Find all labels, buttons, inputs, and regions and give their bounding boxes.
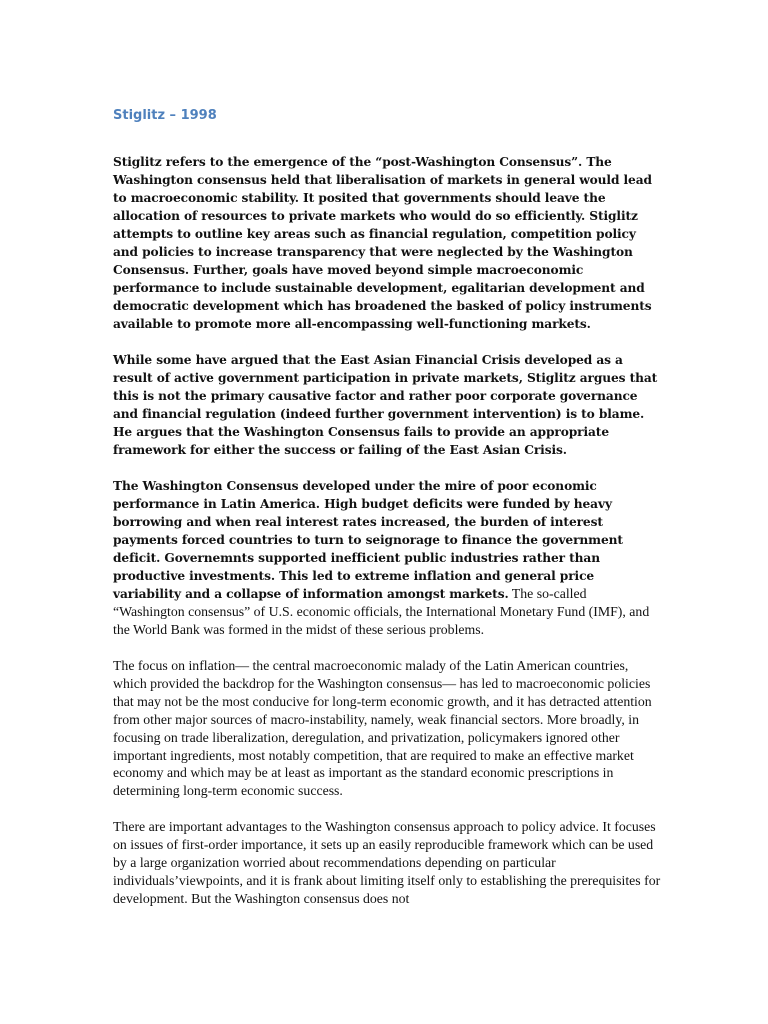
paragraph-3-plain-text: The so-called “Washington consensus” of U.S. economic officials, the International Monetary Fund (IMF), and the World Bank was formed in the midst of these serious problems. — [113, 586, 650, 637]
document-body — [113, 106, 661, 926]
paragraph-5: There are important advantages to the Washington consensus approach to policy advice. It focuses on issues of first-order importance, it sets up an easily reproducible framework which can be used by a large organization worried about recommendations depending on particular individuals’viewpoints, and it is frank about limiting itself only to establishing the prerequisites for development. But the Washington consensus does not — [113, 819, 661, 906]
paragraph-3-bold-text: The Washington Consensus developed under the mire of poor economic performance in Latin America. High budget deficits were funded by heavy borrowing and when real interest rates increased, the burden of interest payments forced countries to turn to seignorage to finance the government deficit. Governemnts supported inefficient public industries rather than productive investments. This led to extreme inflation and general price variability and a collapse of information amongst markets. — [113, 479, 623, 601]
paragraph-3 — [113, 477, 661, 639]
paragraph-2: While some have argued that the East Asian Financial Crisis developed as a result of active government participation in private markets, Stiglitz argues that this is not the primary causative factor and rather poor corporate governance and financial regulation (indeed further government intervention) is to blame. He argues that the Washington Consensus fails to provide an appropriate framework for either the success or failing of the East Asian Crisis. — [113, 353, 658, 457]
paragraph-4: The focus on inflation— the central macroeconomic malady of the Latin American countries, which provided the backdrop for the Washington consensus— has led to macroeconomic policies that may not be the most conducive for long-term economic growth, and it has detracted attention from other major sources of macro-instability, namely, weak financial sectors. More broadly, in focusing on trade liberalization, deregulation, and privatization, policymakers ignored other important ingredients, most notably competition, that are required to make an effective market economy and which may be at least as important as the standard economic prescriptions in determining long-term economic success. — [113, 658, 652, 799]
paragraph-1: Stiglitz refers to the emergence of the “post-Washington Consensus”. The Washington consensus held that liberalisation of markets in general would lead to macroeconomic stability. It posited that governments should leave the allocation of resources to private markets who would do so efficiently. Stiglitz attempts to outline key areas such as financial regulation, competition policy and policies to increase transparency that were neglected by the Washington Consensus. Further, goals have moved beyond simple macroeconomic performance to include sustainable development, egalitarian development and democratic development which has broadened the basked of policy instruments available to promote more all-encompassing well-functioning markets. — [113, 155, 652, 331]
section-heading: Stiglitz – 1998 — [113, 108, 217, 123]
